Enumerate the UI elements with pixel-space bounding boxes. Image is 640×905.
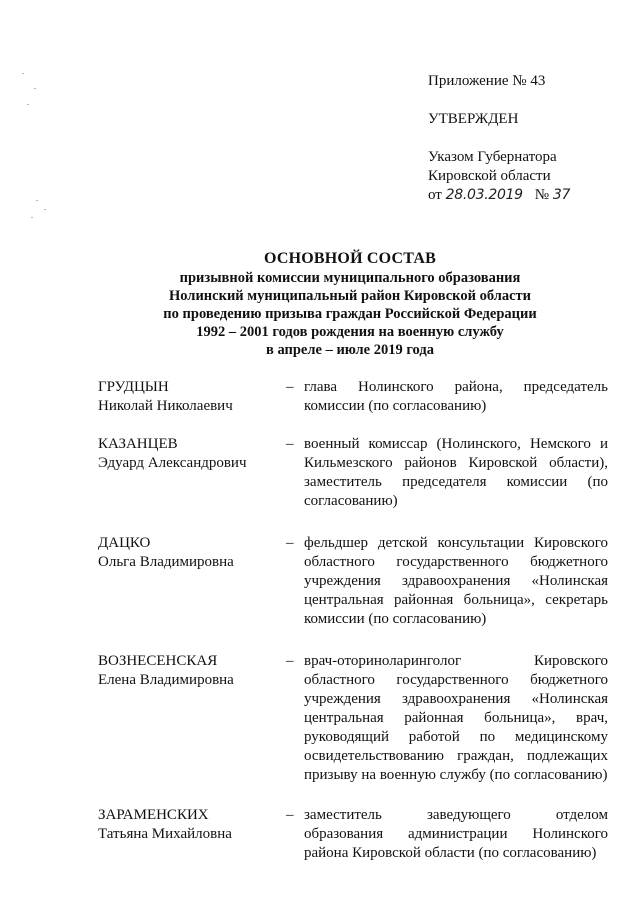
scan-speck xyxy=(27,104,29,105)
decree-date-line xyxy=(428,186,628,205)
member-given-name: Елена Владимировна xyxy=(98,672,234,688)
member-given-name: Татьяна Михайловна xyxy=(98,826,232,842)
scan-speck xyxy=(31,217,33,218)
dash: – xyxy=(286,535,294,551)
member-row xyxy=(98,378,608,416)
member-surname: ВОЗНЕСЕНСКАЯ xyxy=(98,653,218,669)
member-surname: ГРУДЦЫН xyxy=(98,379,169,395)
member-name xyxy=(98,652,286,785)
member-role: фельдшер детской консультации Кировского областного государственного бюджетного учреждения здравоохранения «Нолинская центральная районная больница», секретарь комиссии (по согласованию) xyxy=(304,535,608,627)
approval-stamp-block xyxy=(428,72,628,205)
title-main: ОСНОВНОЙ СОСТАВ xyxy=(264,250,436,267)
member-surname: КАЗАНЦЕВ xyxy=(98,436,178,452)
title-line: призывной комиссии муниципального образования xyxy=(179,270,521,286)
dash: – xyxy=(286,807,294,823)
scan-speck xyxy=(22,73,24,74)
title-line: Нолинский муниципальный район Кировской области xyxy=(168,288,532,304)
scan-speck xyxy=(34,88,36,89)
member-row xyxy=(98,806,608,863)
title-line: в апреле – июле 2019 года xyxy=(266,342,434,358)
member-given-name: Ольга Владимировна xyxy=(98,554,234,570)
title-line: по проведению призыва граждан Российской Федерации xyxy=(163,306,537,322)
title-line: 1992 – 2001 годов рождения на военную службу xyxy=(196,324,504,340)
member-name xyxy=(98,435,286,511)
commission-member-list xyxy=(98,378,608,863)
member-name xyxy=(98,806,286,863)
scan-speck xyxy=(36,200,38,201)
member-role: врач-оториноларинголог Кировского областного государственного бюджетного учреждения здравоохранения «Нолинская центральная районная больница», врач, руководящий работой по медицинскому освидетельствованию граждан, подлежащих призыву на военную службу (по согласованию) xyxy=(304,653,608,783)
date-prefix: от xyxy=(428,187,442,203)
appendix-number: Приложение № 43 xyxy=(428,73,546,89)
number-prefix: № xyxy=(534,187,550,203)
member-given-name: Эдуард Александрович xyxy=(98,455,247,471)
member-role: глава Нолинского района, председатель комиссии (по согласованию) xyxy=(304,379,608,414)
document-title xyxy=(80,249,620,359)
member-row xyxy=(98,652,608,785)
member-surname: ЗАРАМЕНСКИХ xyxy=(98,807,209,823)
scan-speck xyxy=(44,209,46,210)
approved-by: Указом Губернатора xyxy=(428,149,557,165)
dash: – xyxy=(286,379,294,395)
member-row xyxy=(98,534,608,629)
member-given-name: Николай Николаевич xyxy=(98,398,233,414)
approved-region: Кировской области xyxy=(428,168,551,184)
member-name xyxy=(98,378,286,416)
member-row xyxy=(98,435,608,511)
dash: – xyxy=(286,653,294,669)
member-surname: ДАЦКО xyxy=(98,535,151,551)
decree-date: 28.03.2019 xyxy=(445,187,523,203)
decree-number: 37 xyxy=(552,187,571,203)
dash: – xyxy=(286,436,294,452)
approved-label: УТВЕРЖДЕН xyxy=(428,111,519,127)
member-name xyxy=(98,534,286,629)
member-role: военный комиссар (Нолинского, Немского и Кильмезского районов Кировской области), заместитель председателя комиссии (по согласованию) xyxy=(304,436,608,509)
member-role: заместитель заведующего отделом образования администрации Нолинского района Кировской области (по согласованию) xyxy=(304,807,608,861)
